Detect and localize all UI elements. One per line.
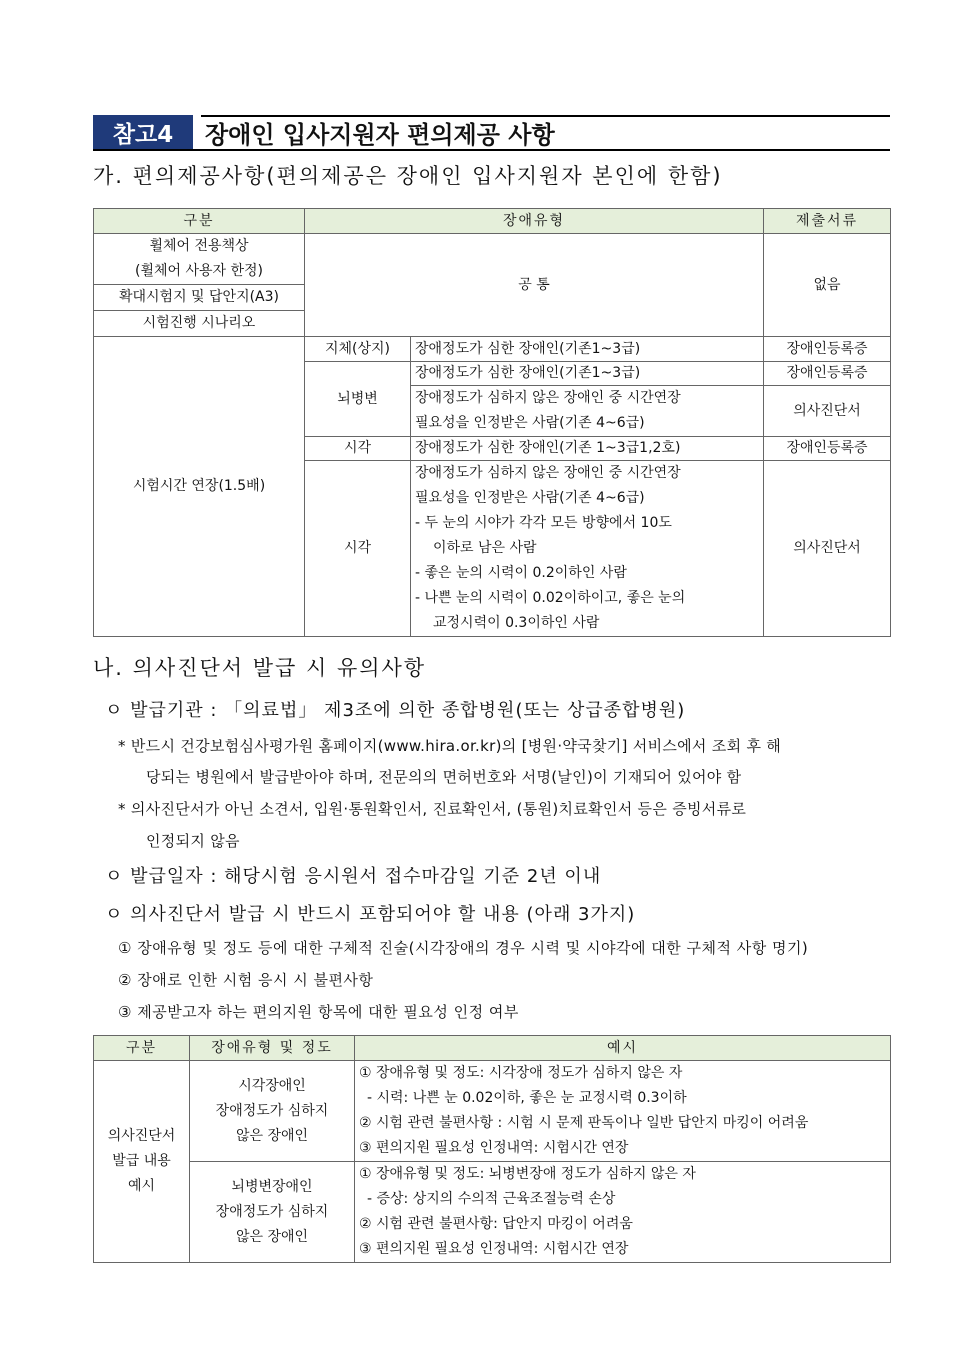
section-a-title: 가. 편의제공사항(편의제공은 장애인 입사지원자 본인에 한함) [93,164,723,188]
reference-badge: 참고4 [93,115,193,149]
header-documents: 제출서류 [764,209,891,234]
issue-date-note: ㅇ 발급일자 : 해당시험 응시원서 접수마감일 기준 2년 이내 [105,866,602,887]
visual-type: 시각장애인 장애정도가 심하지 않은 장애인 [190,1061,355,1162]
example-header-category: 구분 [94,1036,190,1061]
common-item-wheelchair: 휠체어 전용책상 (휠체어 사용자 한정) [94,234,305,285]
brain-mild-doc: 의사진단서 [764,386,891,437]
visual-example: ① 장애유형 및 정도: 시각장애 정도가 심하지 않은 자 - 시력: 나쁜 눈 0.02이하, 좋은 눈 교정시력 0.3이하 ② 시험 관련 불편사항 : 시험 시 문제 판독이나 일반 답안지 마킹이 어려움 ③ 편의지원 필요성 인정내역: 시험시간 연장 [355,1061,891,1162]
common-doc: 없음 [764,234,891,337]
required-item-1: ① 장애유형 및 정도 등에 대한 구체적 진술(시각장애의 경우 시력 및 시야각에 대한 구체적 사항 명기) [118,939,809,957]
brain-severe-desc: 장애정도가 심한 장애인(기존1~3급) [411,362,764,386]
extended-time-label: 시험시간 연장(1.5배) [94,337,305,637]
example-header-example: 예시 [355,1036,891,1061]
common-item-scenario: 시험진행 시나리오 [94,311,305,337]
brain-type: 뇌병변장애인 장애정도가 심하지 않은 장애인 [190,1162,355,1263]
brain-mild-desc: 장애정도가 심하지 않은 장애인 중 시간연장 필요성을 인정받은 사람(기존 4~6급) [411,386,764,437]
brain-example: ① 장애유형 및 정도: 뇌병변장애 정도가 심하지 않은 자 - 증상: 상지의 수의적 근육조절능력 손상 ② 시험 관련 불편사항: 답안지 마킹이 어려움 ③ 편의지원 필요성 인정내역: 시험시간 연장 [355,1162,891,1263]
title-bar [93,115,890,151]
brain-severe-doc: 장애인등록증 [764,362,891,386]
visual-mild-doc: 의사진단서 [764,461,891,637]
common-item-enlarged: 확대시험지 및 답안지(A3) [94,285,305,311]
title-rule-bottom [93,149,890,151]
type-limb: 지체(상지) [305,337,411,362]
header-disability-type: 장애유형 [305,209,764,234]
hira-note-2: 당되는 병원에서 발급받아야 하며, 전문의의 면허번호와 서명(날인)이 기재되어 있어야 함 [146,768,742,786]
document-note-2: 인정되지 않음 [146,832,240,850]
page-title: 장애인 입사지원자 편의제공 사항 [205,120,555,149]
type-visual-mild: 시각 [305,461,411,637]
section-b-title: 나. 의사진단서 발급 시 유의사항 [93,656,427,680]
common-type: 공 통 [305,234,764,337]
limb-doc: 장애인등록증 [764,337,891,362]
header-category: 구분 [94,209,305,234]
required-item-3: ③ 제공받고자 하는 편의지원 항목에 대한 필요성 인정 여부 [118,1003,519,1021]
type-brain: 뇌병변 [305,362,411,437]
hira-note-1: * 반드시 건강보험심사평가원 홈페이지(www.hira.or.kr)의 [병원·약국찾기] 서비스에서 조회 후 해 [118,737,782,755]
visual-mild-desc: 장애정도가 심하지 않은 장애인 중 시간연장 필요성을 인정받은 사람(기존 4~6급) - 두 눈의 시야가 각각 모든 방향에서 10도 이하로 남은 사람 - 좋은 눈의 시력이 0.2이하인 사람 - 나쁜 눈의 시력이 0.02이하이고, 좋은 눈의 교정시력이 0.3이하인 사람 [411,461,764,637]
example-table [93,1035,891,1263]
accommodation-table [93,208,891,637]
required-item-2: ② 장애로 인한 시험 응시 시 불편사항 [118,971,374,989]
example-label: 의사진단서 발급 내용 예시 [94,1061,190,1263]
issuer-note: ㅇ 발급기관 : 「의료법」 제3조에 의한 종합병원(또는 상급종합병원) [105,700,686,721]
document-note-1: * 의사진단서가 아닌 소견서, 입원·통원확인서, 진료확인서, (통원)치료확인서 등은 증빙서류로 [118,800,747,818]
visual-severe-desc: 장애정도가 심한 장애인(기존 1~3급1,2호) [411,437,764,461]
required-content-note: ㅇ 의사진단서 발급 시 반드시 포함되어야 할 내용 (아래 3가지) [105,904,636,925]
limb-desc: 장애정도가 심한 장애인(기존1~3급) [411,337,764,362]
visual-severe-doc: 장애인등록증 [764,437,891,461]
type-visual-severe: 시각 [305,437,411,461]
example-header-type: 장애유형 및 정도 [190,1036,355,1061]
